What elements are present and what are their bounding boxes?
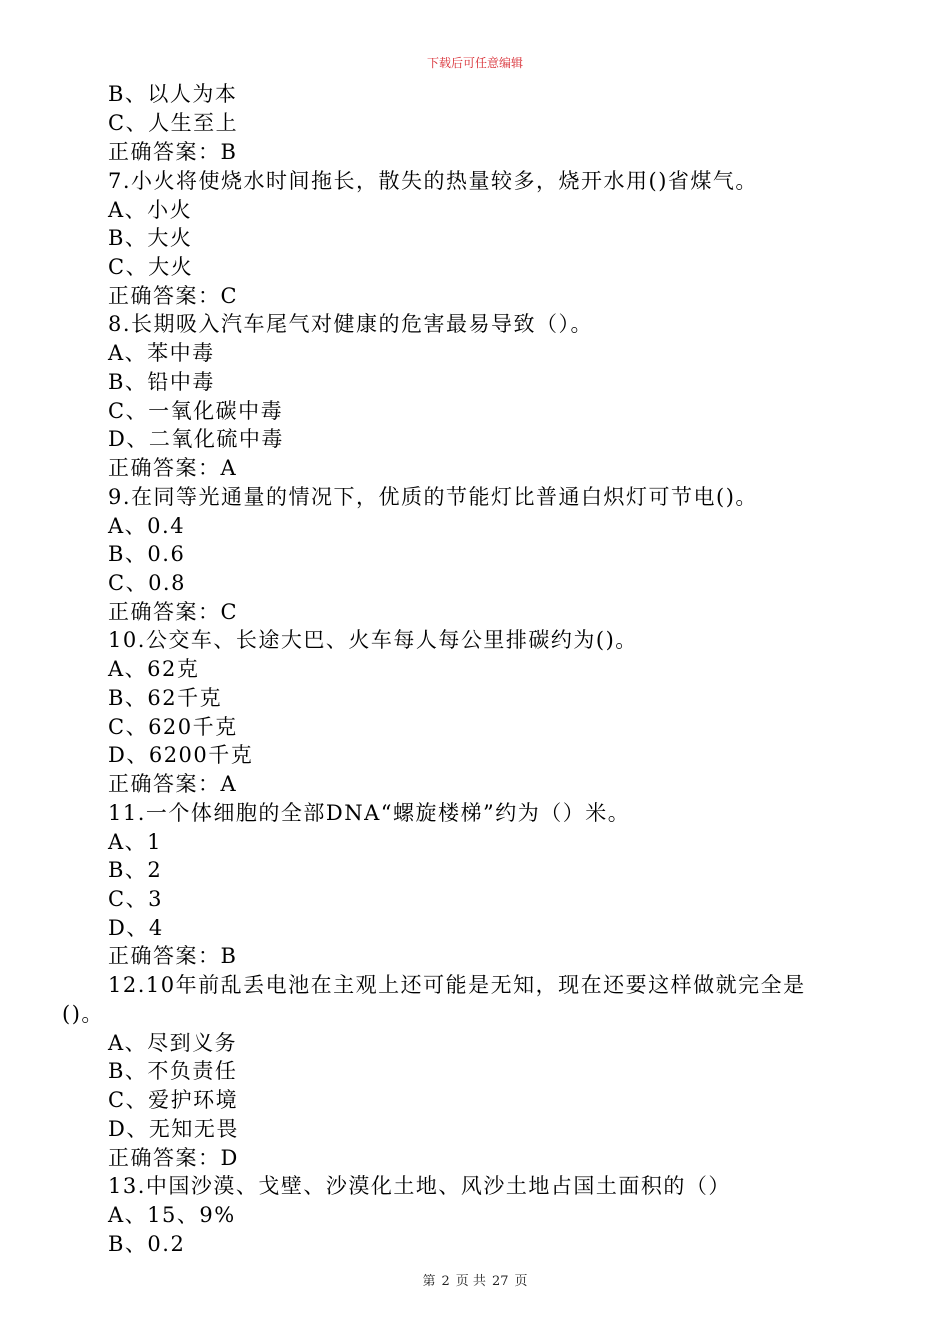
text-line: C、爱护环境 [108, 1088, 239, 1112]
total-pages: 27 [491, 1274, 509, 1289]
text-line: A、62克 [108, 657, 200, 681]
text-line: 正确答案：C [108, 600, 239, 624]
text-line: D、4 [108, 916, 164, 940]
question-line: 11.一个体细胞的全部DNA“螺旋楼梯”约为（）米。 [108, 801, 631, 825]
text-line: B、62千克 [108, 686, 223, 710]
text-line: A、小火 [108, 198, 193, 222]
question-line: 10.公交车、长途大巴、火车每人每公里排碳约为()。 [108, 628, 638, 652]
text-line: B、不负责任 [108, 1059, 238, 1083]
text-line: C、0.8 [108, 571, 186, 595]
text-line: A、15、9% [108, 1203, 236, 1227]
text-line: D、6200千克 [108, 743, 254, 767]
footer-suffix: 页 [514, 1274, 528, 1289]
page-footer [0, 1270, 950, 1289]
text-line: 正确答案：D [108, 1146, 239, 1170]
question-line-continued: ()。 [62, 1002, 104, 1026]
text-line: 正确答案：B [108, 944, 238, 968]
text-line: A、苯中毒 [108, 341, 215, 365]
text-line: B、以人为本 [108, 82, 238, 106]
current-page-number: 2 [441, 1274, 450, 1289]
text-line: B、0.6 [108, 542, 186, 566]
text-line: C、人生至上 [108, 111, 239, 135]
question-line: 12.10年前乱丢电池在主观上还可能是无知，现在还要这样做就完全是 [108, 973, 806, 997]
text-line: C、3 [108, 887, 163, 911]
text-line: 正确答案：B [108, 140, 238, 164]
text-line: 正确答案：A [108, 772, 238, 796]
text-line: B、2 [108, 858, 163, 882]
text-line: A、0.4 [108, 514, 186, 538]
text-line: 正确答案：C [108, 284, 239, 308]
text-line: D、无知无畏 [108, 1117, 239, 1141]
question-line: 9.在同等光通量的情况下，优质的节能灯比普通白炽灯可节电()。 [108, 485, 758, 509]
question-line: 7.小火将使烧水时间拖长，散失的热量较多，烧开水用()省煤气。 [108, 169, 758, 193]
question-line: 13.中国沙漠、戈壁、沙漠化土地、风沙土地占国土面积的（） [108, 1174, 731, 1198]
text-line: C、一氧化碳中毒 [108, 399, 284, 423]
text-line: C、620千克 [108, 715, 238, 739]
question-line: 8.长期吸入汽车尾气对健康的危害最易导致（）。 [108, 312, 594, 336]
text-line: B、铅中毒 [108, 370, 215, 394]
watermark-header: 下载后可任意编辑 [426, 56, 523, 70]
text-line: A、尽到义务 [108, 1031, 238, 1055]
footer-prefix: 第 [422, 1274, 436, 1289]
text-line: B、0.2 [108, 1232, 186, 1256]
text-line: C、大火 [108, 255, 194, 279]
text-line: B、大火 [108, 226, 193, 250]
text-line: 正确答案：A [108, 456, 238, 480]
text-line: A、1 [108, 830, 163, 854]
footer-mid: 页 共 [455, 1274, 486, 1289]
text-line: D、二氧化硫中毒 [108, 427, 284, 451]
